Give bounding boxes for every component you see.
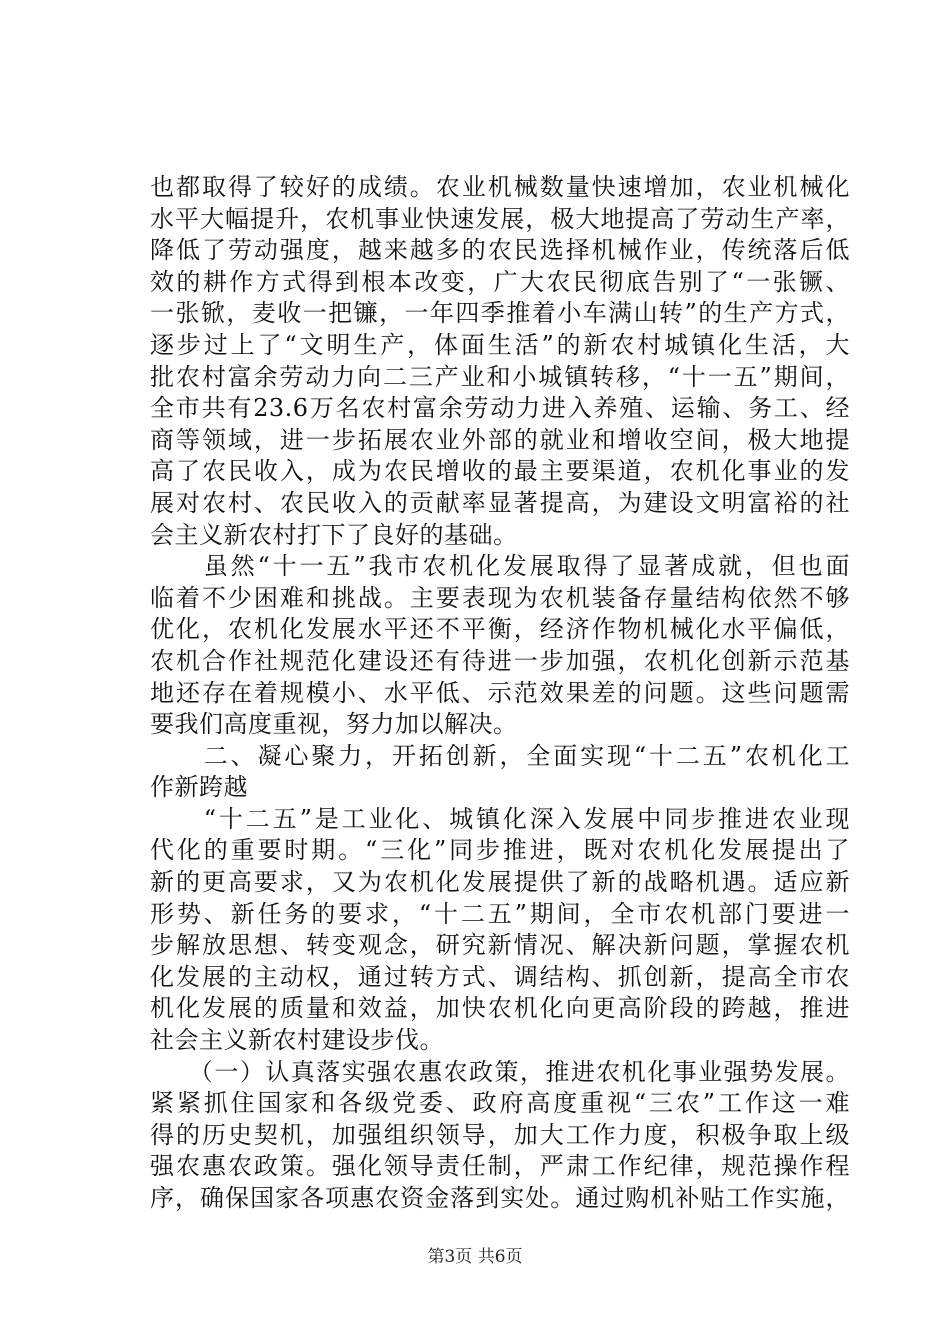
text-line: 水平大幅提升，农机事业快速发展，极大地提高了劳动生产率， [150,204,850,233]
text-line: 逐步过上了“文明生产，体面生活”的新农村城镇化生活，大 [150,330,850,359]
text-line: 展对农村、农民收入的贡献率显著提高，为建设文明富裕的社 [150,488,850,517]
text-line: 也都取得了较好的成绩。农业机械数量快速增加，农业机械化 [150,173,850,201]
text-line: （一）认真落实强农惠农政策，推进农机化事业强势发展。 [150,1057,850,1086]
text-line: 优化，农机化发展水平还不平衡，经济作物机械化水平偏低， [150,615,850,644]
text-line: 地还存在着规模小、水平低、示范效果差的问题。这些问题需 [150,678,850,707]
text-line: 农机合作社规范化建设还有待进一步加强，农机化创新示范基 [150,646,850,675]
text-line: “十二五”是工业化、城镇化深入发展中同步推进农业现 [150,804,850,833]
text-line: 代化的重要时期。“三化”同步推进，既对农机化发展提出了 [150,836,850,865]
text-line: 降低了劳动强度，越来越多的农民选择机械作业，传统落后低 [150,236,850,265]
text-line: 得的历史契机，加强组织领导，加大工作力度，积极争取上级 [150,1120,850,1149]
text-line: 新的更高要求，又为农机化发展提供了新的战略机遇。适应新 [150,868,850,897]
text-line: 二、凝心聚力，开拓创新，全面实现“十二五”农机化工 [150,741,850,770]
text-line: 序，确保国家各项惠农资金落到实处。通过购机补贴工作实施， [150,1184,850,1212]
text-line: 会主义新农村打下了良好的基础。 [150,520,518,549]
text-line: 批农村富余劳动力向二三产业和小城镇转移，“十一五”期间， [150,362,850,391]
text-line: 高了农民收入，成为农民增收的最主要渠道，农机化事业的发 [150,457,850,486]
text-line: 一张锨，麦收一把镰，一年四季推着小车满山转”的生产方式， [150,299,850,328]
text-line: 商等领域，进一步拓展农业外部的就业和增收空间，极大地提 [150,425,850,454]
text-line: 机化发展的质量和效益，加快农机化向更高阶段的跨越，推进 [150,994,850,1023]
text-line: 要我们高度重视，努力加以解决。 [150,710,518,739]
text-line: 紧紧抓住国家和各级党委、政府高度重视“三农”工作这一难 [150,1089,850,1118]
body-text [150,172,850,1215]
text-line: 临着不少困难和挑战。主要表现为农机装备存量结构依然不够 [150,583,850,612]
text-line: 强农惠农政策。强化领导责任制，严肃工作纪律，规范操作程 [150,1152,850,1181]
text-line: 虽然“十一五”我市农机化发展取得了显著成就，但也面 [150,552,850,581]
text-line: 全市共有23.6万名农村富余劳动力进入养殖、运输、务工、经 [150,394,850,423]
text-line: 步解放思想、转变观念，研究新情况、解决新问题，掌握农机 [150,931,850,960]
text-line: 效的耕作方式得到根本改变，广大农民彻底告别了“一张镢、 [150,267,850,296]
text-line: 化发展的主动权，通过转方式、调结构、抓创新，提高全市农 [150,962,850,991]
page-footer: 第3页 共6页 [427,1247,523,1267]
text-line: 社会主义新农村建设步伐。 [150,1026,444,1055]
text-line: 作新跨越 [150,773,248,802]
text-line: 形势、新任务的要求，“十二五”期间，全市农机部门要进一 [150,899,850,928]
